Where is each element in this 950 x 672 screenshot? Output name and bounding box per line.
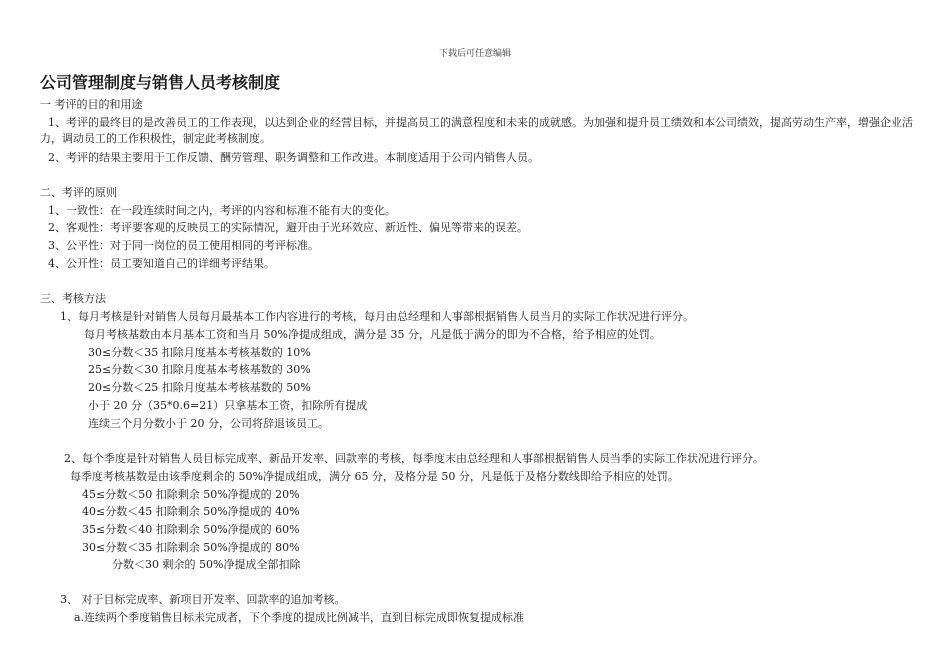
section1-heading: 一 考评的目的和用途 — [40, 98, 143, 111]
section2-heading: 二、考评的原则 — [40, 186, 117, 199]
quarterly-rule: 30≤分数＜35 扣除剩余 50%净提成的 80% — [82, 541, 300, 554]
quarterly-intro: 2、每个季度是针对销售人员目标完成率、新品开发率、回款率的考核，每季度末由总经理和人事部根据销售人员当季的实际工作状况进行评分。 — [64, 452, 764, 465]
quarterly-base: 每季度考核基数是由该季度剩余的 50%净提成组成，满分 65 分，及格分是 50 分，凡是低于及格分数线即给予相应的处罚。 — [70, 470, 679, 483]
section2-item: 3、公平性：对于同一岗位的员工使用相同的考评标准。 — [48, 239, 319, 252]
monthly-rule: 连续三个月分数小于 20 分，公司将辞退该员工。 — [88, 417, 329, 430]
page-title: 公司管理制度与销售人员考核制度 — [40, 73, 281, 92]
header-note: 下载后可任意编辑 — [438, 49, 511, 59]
section1-item2: 2、考评的结果主要用于工作反馈、酬劳管理、职务调整和工作改进。本制度适用于公司内销售人员。 — [48, 151, 539, 164]
section1-item1: 1、考评的最终目的是改善员工的工作表现，以达到企业的经营目标，并提高员工的满意程度和未来的成就感。为加强和提升员工绩效和本公司绩效，提高劳动生产率，增强企业活力，调动员工的工作积极性，制定此考核制度。 — [40, 116, 913, 145]
section2-item: 2、客观性：考评要客观的反映员工的实际情况，避开由于光环效应、新近性、偏见等带来的误差。 — [48, 221, 528, 234]
section2-item: 1、一致性：在一段连续时间之内，考评的内容和标准不能有大的变化。 — [48, 204, 396, 217]
quarterly-rule: 分数＜30 剩余的 50%净提成全部扣除 — [112, 558, 301, 571]
quarterly-rule: 40≤分数＜45 扣除剩余 50%净提成的 40% — [82, 505, 300, 518]
monthly-rule: 20≤分数＜25 扣除月度基本考核基数的 50% — [88, 381, 311, 394]
quarterly-rule: 45≤分数＜50 扣除剩余 50%净提成的 20% — [82, 488, 300, 501]
extra-item-a: a.连续两个季度销售目标未完成者，下个季度的提成比例减半，直到目标完成即恢复提成标准 — [74, 611, 525, 624]
monthly-rule: 30≤分数＜35 扣除月度基本考核基数的 10% — [88, 346, 311, 359]
quarterly-rule: 35≤分数＜40 扣除剩余 50%净提成的 60% — [82, 523, 300, 536]
monthly-rule: 小于 20 分（35*0.6=21）只拿基本工资，扣除所有提成 — [88, 399, 368, 412]
section3-heading: 三、考核方法 — [40, 292, 106, 305]
section2-item: 4、公开性：员工要知道自己的详细考评结果。 — [48, 257, 275, 270]
monthly-rule: 25≤分数＜30 扣除月度基本考核基数的 30% — [88, 363, 311, 376]
monthly-base: 每月考核基数由本月基本工资和当月 50%净提成组成，满分是 35 分，凡是低于满分的即为不合格，给予相应的处罚。 — [84, 328, 661, 341]
monthly-intro: 1、每月考核是针对销售人员每月最基本工作内容进行的考核，每月由总经理和人事部根据销售人员当月的实际工作状况进行评分。 — [60, 310, 694, 323]
extra-intro: 3、 对于目标完成率、新项目开发率、回款率的追加考核。 — [60, 593, 346, 606]
